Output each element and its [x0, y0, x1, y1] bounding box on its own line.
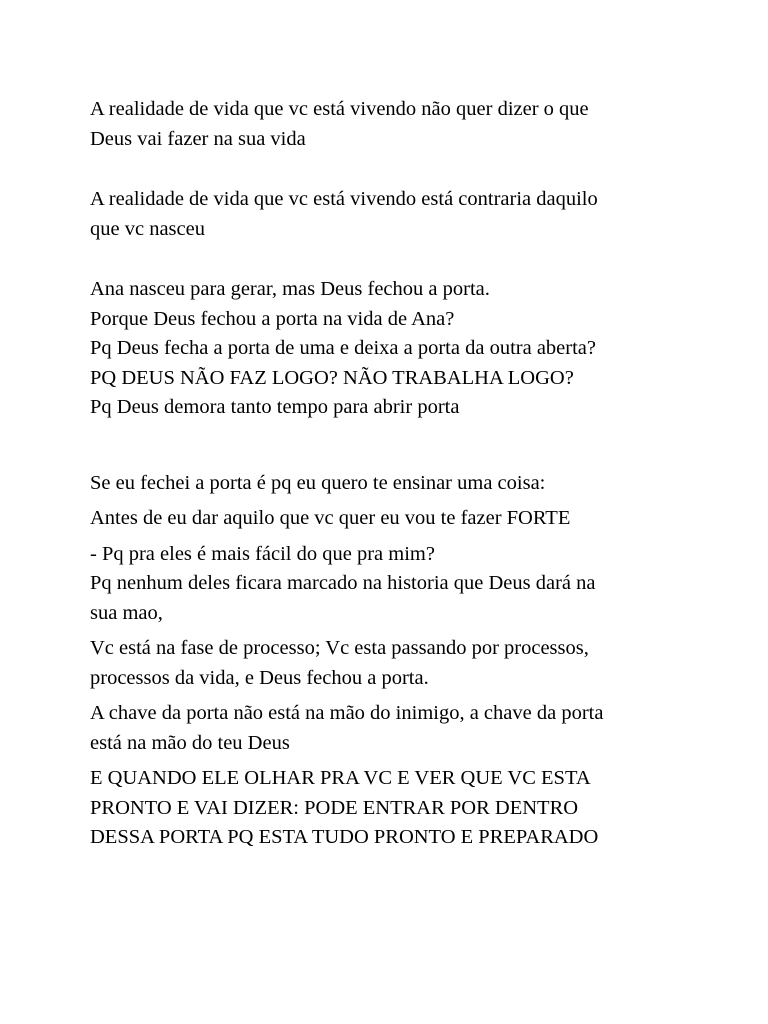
- text-line: Ana nasceu para gerar, mas Deus fechou a porta.: [90, 278, 490, 300]
- paragraph: [90, 540, 740, 629]
- text-line: processos da vida, e Deus fechou a porta.: [90, 666, 429, 689]
- text-line: sua mao,: [90, 601, 163, 624]
- paragraph: [90, 95, 740, 154]
- text-line: Pq nenhum deles ficara marcado na historia que Deus dará na: [90, 572, 596, 594]
- document-page: [90, 95, 740, 853]
- text-line: Vc está na fase de processo; Vc esta passando por processos,: [90, 637, 589, 659]
- text-line: - Pq pra eles é mais fácil do que pra mim?: [90, 542, 435, 565]
- text-line: está na mão do teu Deus: [90, 731, 290, 754]
- text-line: PQ DEUS NÃO FAZ LOGO? NÃO TRABALHA LOGO?: [90, 366, 574, 389]
- text-line: A chave da porta não está na mão do inimigo, a chave da porta: [90, 702, 604, 724]
- paragraph: [90, 504, 740, 534]
- text-line: Deus vai fazer na sua vida: [90, 127, 306, 150]
- text-line: PRONTO E VAI DIZER: PODE ENTRAR POR DENTRO: [90, 796, 579, 819]
- text-line: Pq Deus demora tanto tempo para abrir porta: [90, 396, 460, 418]
- text-line: A realidade de vida que vc está vivendo não quer dizer o que: [90, 98, 589, 120]
- text-line: Pq Deus fecha a porta de uma e deixa a porta da outra aberta?: [90, 337, 596, 359]
- paragraph: [90, 634, 740, 693]
- paragraph: [90, 275, 740, 423]
- text-line: Porque Deus fechou a porta na vida de Ana?: [90, 307, 455, 330]
- text-line: A realidade de vida que vc está vivendo está contraria daquilo: [90, 188, 598, 210]
- text-line: Se eu fechei a porta é pq eu quero te ensinar uma coisa:: [90, 471, 546, 494]
- paragraph: [90, 469, 740, 499]
- paragraph: [90, 699, 740, 758]
- text-line: DESSA PORTA PQ ESTA TUDO PRONTO E PREPARADO: [90, 826, 599, 848]
- paragraph: [90, 764, 740, 853]
- text-line: Antes de eu dar aquilo que vc quer eu vou te fazer FORTE: [90, 507, 571, 529]
- text-line: que vc nasceu: [90, 217, 205, 240]
- text-line: E QUANDO ELE OLHAR PRA VC E VER QUE VC ESTA: [90, 767, 591, 789]
- paragraph: [90, 185, 740, 244]
